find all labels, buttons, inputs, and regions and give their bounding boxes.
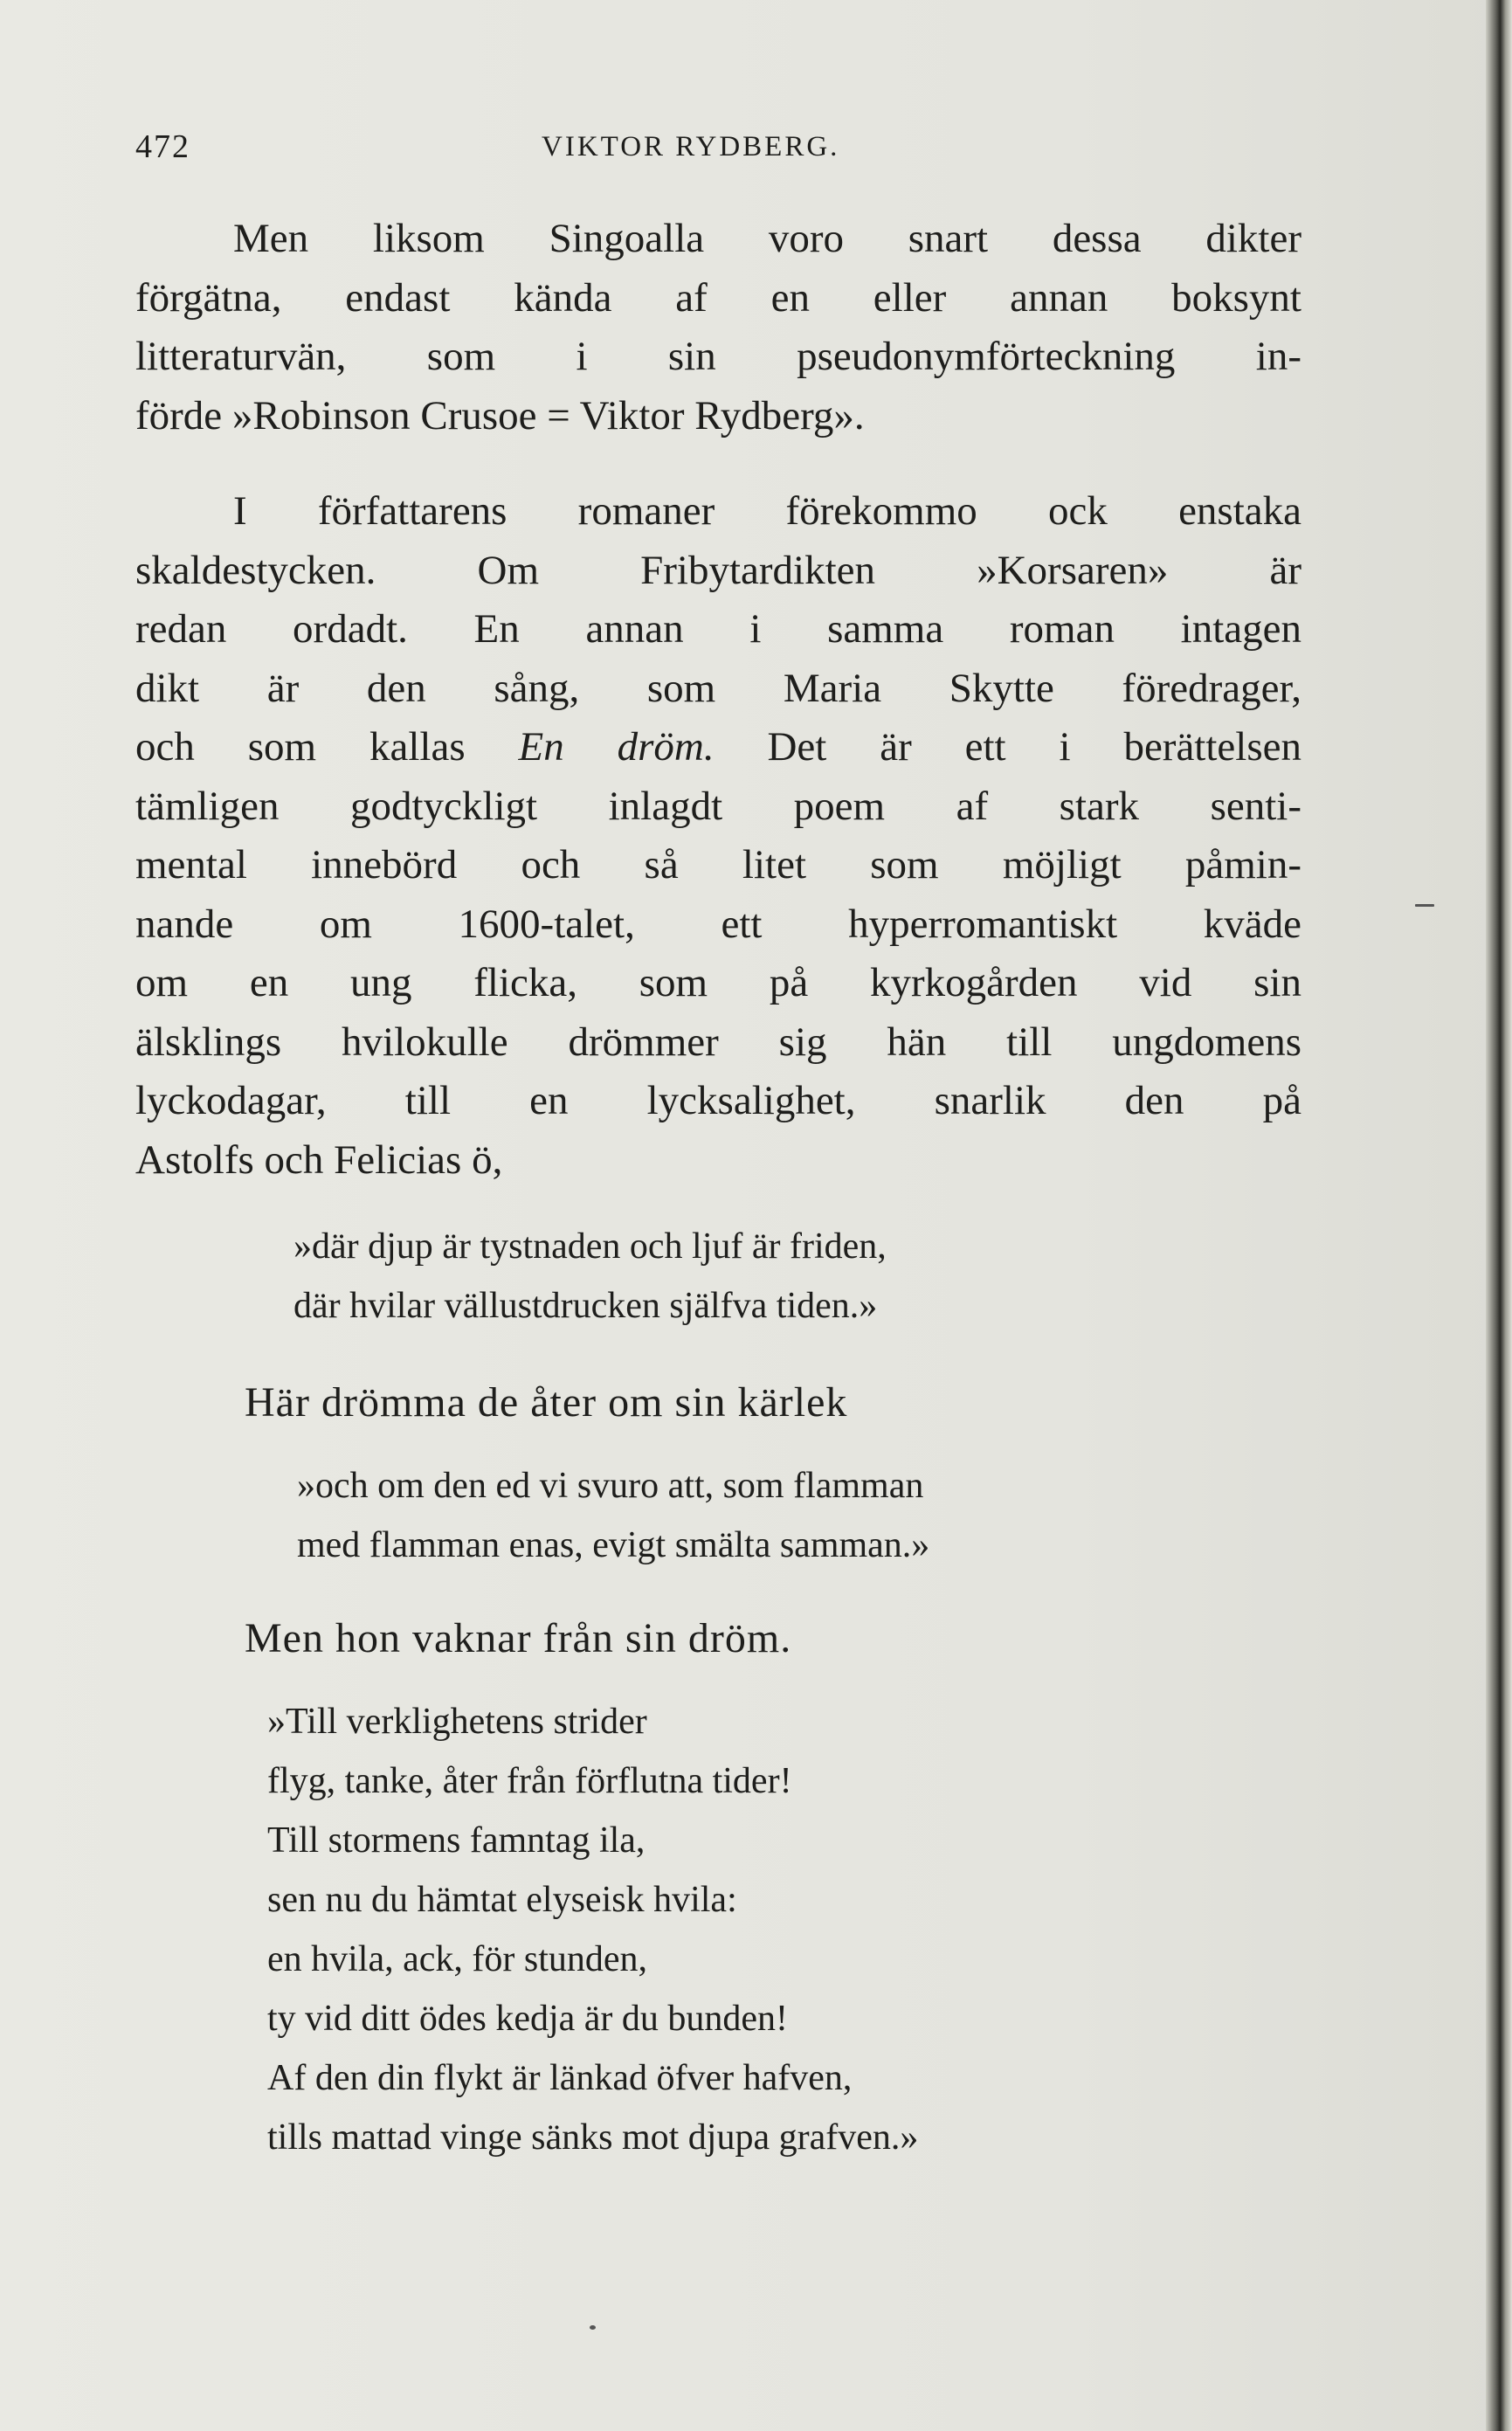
paragraph-line: I författarens romaner förekommo ock enstaka: [233, 488, 1301, 534]
text-after-title: Det är ett i berättelsen: [714, 724, 1301, 770]
paragraph-line-with-title: [135, 718, 1301, 777]
paragraph-line: Astolfs och Felicias ö,: [135, 1136, 503, 1183]
poem-line: sen nu du hämtat elyseisk hvila:: [267, 1880, 737, 1920]
paragraph-line: skaldestycken. Om Fribytardikten »Korsaren» är: [135, 547, 1301, 593]
verse-line: »där djup är tystnaden och ljuf är friden,: [293, 1226, 887, 1267]
page-number: 472: [135, 128, 190, 165]
paragraph-line: lyckodagar, till en lycksalighet, snarlik den på: [135, 1078, 1301, 1123]
bridge-text-1: Här drömma de åter om sin kärlek: [245, 1379, 848, 1426]
text-before-title: och som kallas: [135, 724, 519, 770]
poem-line: tills mattad vinge sänks mot djupa grafven.»: [267, 2117, 919, 2158]
poem-line: »Till verklighetens strider: [267, 1702, 647, 1742]
poem-title: En dröm.: [518, 724, 715, 770]
poem: [267, 1692, 918, 2167]
page-header: [135, 128, 1301, 171]
bridge-text-2: Men hon vaknar från sin dröm.: [245, 1615, 792, 1661]
paragraph-line: älsklings hvilokulle drömmer sig hän till ungdomens: [135, 1019, 1301, 1065]
paragraph-line: förgätna, endast kända af en eller annan boksynt: [135, 274, 1301, 321]
paragraph-line: litteraturvän, som i sin pseudonymförteckning in-: [135, 334, 1301, 379]
verse-line: där hvilar vällustdrucken själfva tiden.»: [293, 1286, 878, 1326]
paper-speck: [590, 2325, 596, 2330]
paragraph-line: mental innebörd och så litet som möjligt påmin-: [135, 842, 1301, 887]
verse-line: med flamman enas, evigt smälta samman.»: [297, 1525, 930, 1565]
paragraph-line: redan ordadt. En annan i samma roman intagen: [135, 606, 1301, 652]
paragraph-line: om en ung flicka, som på kyrkogården vid sin: [135, 960, 1301, 1005]
poem-line: ty vid ditt ödes kedja är du bunden!: [267, 1999, 789, 2039]
poem-line: en hvila, ack, för stunden,: [267, 1939, 648, 1979]
paper-mark: [1415, 904, 1434, 907]
poem-line: Af den din flykt är länkad öfver hafven,: [267, 2058, 853, 2098]
poem-line: flyg, tanke, åter från förflutna tider!: [267, 1761, 792, 1801]
paragraph-line: Men liksom Singoalla voro snart dessa dikter: [233, 216, 1301, 261]
paragraph-1: [135, 210, 1301, 445]
paragraph-2: [135, 482, 1301, 1190]
paragraph-line: nande om 1600-talet, ett hyperromantiskt kväde: [135, 901, 1301, 947]
paragraph-line: förde »Robinson Crusoe = Viktor Rydberg».: [135, 392, 865, 439]
paragraph-line: dikt är den sång, som Maria Skytte föredrager,: [135, 665, 1301, 711]
running-head: VIKTOR RYDBERG.: [542, 131, 840, 162]
quote-1: [293, 1217, 887, 1336]
paragraph-line: tämligen godtyckligt inlagdt poem af stark senti-: [135, 783, 1301, 829]
quote-2: [297, 1456, 929, 1575]
verse-line: »och om den ed vi svuro att, som flamman: [297, 1466, 924, 1506]
page-binding-edge: [1486, 0, 1512, 2431]
poem-line: Till stormens famntag ila,: [267, 1820, 646, 1861]
